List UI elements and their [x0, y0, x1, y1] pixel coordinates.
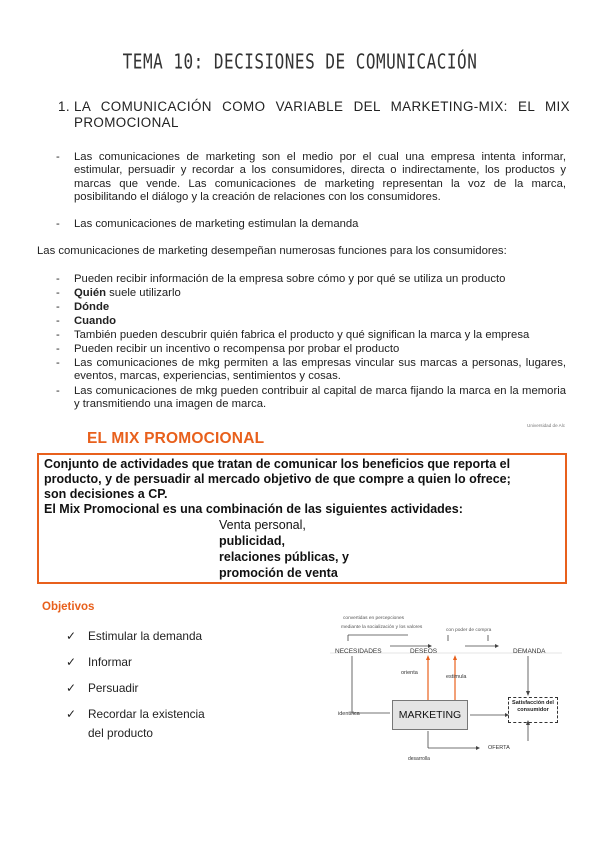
list-item: [56, 385, 566, 413]
arrow-head: [495, 644, 499, 648]
check-icon: ✓: [66, 681, 76, 695]
bullet-text: Las comunicaciones de mkg permiten a las empresas vincular sus marcas a personas, lugares, eventos, marcas, experiencias, sentimientos y cosas.: [74, 357, 566, 383]
arrow-head: [426, 655, 430, 660]
activity-item: Venta personal,: [219, 518, 306, 532]
arrow-head: [453, 655, 457, 660]
diagram-label-orienta: orienta: [401, 670, 418, 676]
bold-text: Dónde: [74, 301, 110, 313]
bullet-dash: -: [56, 218, 60, 230]
bullet-dash: -: [56, 151, 60, 163]
arrow-head: [526, 691, 530, 696]
definition-line: Conjunto de actividades que tratan de comunicar los beneficios que reporta el: [44, 457, 511, 471]
diagram-node-marketing: MARKETING: [392, 700, 468, 730]
objective-text: Informar: [88, 655, 132, 669]
intro-paragraph: Las comunicaciones de marketing desempeñan numerosas funciones para los consumidores:: [37, 245, 507, 257]
objective-text: Persuadir: [88, 681, 139, 695]
diagram-label-estimula: estimula: [446, 674, 467, 680]
mix-title: EL MIX PROMOCIONAL: [87, 430, 265, 447]
bold-text: Cuando: [74, 315, 117, 327]
diagram-node-needs: NECESIDADES: [335, 648, 382, 655]
bullet-text: Las comunicaciones de marketing son el medio por el cual una empresa intenta informar, estimular, persuadir y recordar a los consumidores, directa o indirectamente, los productos y marcas que vende. Las comunicaciones de marketing representan la voz de la marca, posibilitando el diálogo y la creación de relaciones con los consumidores.: [74, 151, 566, 204]
bold-text: Quién: [74, 287, 107, 299]
bullet-dash: -: [56, 385, 60, 397]
list-item: [56, 218, 566, 232]
activity-item: promoción de venta: [219, 566, 338, 580]
diagram-node-satisfaction: Satisfacción del consumidor: [508, 697, 558, 723]
bullet-text: suele utilizarlo: [106, 287, 181, 299]
definition-line: producto, y de persuadir al mercado objetivo de que compre a quien lo ofrece;: [44, 472, 511, 486]
bullet-dash: -: [56, 273, 60, 285]
bullet-text: Pueden recibir un incentivo o recompensa por probar el producto: [74, 343, 400, 355]
list-item: [56, 357, 566, 385]
list-item: [56, 343, 566, 357]
bullet-dash: -: [56, 329, 60, 341]
arrow-head: [476, 746, 480, 750]
list-item: [56, 273, 566, 287]
check-icon: ✓: [66, 655, 76, 669]
definition-line: El Mix Promocional es una combinación de las siguientes actividades:: [44, 502, 463, 516]
bullet-dash: -: [56, 301, 60, 313]
bullet-dash: -: [56, 343, 60, 355]
objectives-title: Objetivos: [42, 601, 95, 613]
bullet-text: Las comunicaciones de mkg pueden contribuir al capital de marca fijando la marca en la memoria y transmitiendo una imagen de marca.: [74, 385, 566, 411]
bullet-dash: -: [56, 287, 60, 299]
objective-text: Recordar la existencia: [88, 707, 205, 721]
diagram-node-oferta: OFERTA: [488, 745, 510, 751]
list-item: [56, 301, 566, 315]
diagram-node-demand: DEMANDA: [513, 648, 546, 655]
definition-line: son decisiones a CP.: [44, 487, 168, 501]
diagram-note: convertidas en percepciones: [343, 616, 405, 621]
bullet-text: Pueden recibir información de la empresa sobre cómo y por qué se utiliza un producto: [74, 273, 506, 285]
diagram-note: con poder de compra: [446, 628, 492, 633]
page-title: TEMA 10: DECISIONES DE COMUNICACIÓN: [122, 49, 478, 74]
diagram-label-identifica: identifica: [338, 711, 360, 717]
objective-text: Estimular la demanda: [88, 629, 203, 643]
section-heading-text: LA COMUNICACIÓN COMO VARIABLE DEL MARKETING-MIX: EL MIX PROMOCIONAL: [74, 99, 570, 130]
watermark-text: Universidad de Alc: [527, 423, 566, 428]
list-item: [56, 287, 566, 301]
list-item: [56, 151, 566, 205]
bullet-text: También pueden descubrir quién fabrica el producto y qué significan la marca y la empresa: [74, 329, 530, 341]
diagram-note: mediante la socialización y los valores: [341, 625, 423, 630]
bullet-text: Las comunicaciones de marketing estimulan la demanda: [74, 218, 359, 230]
diagram-label-desarrolla: desarrolla: [408, 756, 430, 762]
section-number: 1.: [58, 99, 70, 114]
diagram-node-wants: DESEOS: [410, 648, 438, 655]
list-item: [56, 315, 566, 329]
bullet-dash: -: [56, 315, 60, 327]
objective-text-continued: del producto: [88, 726, 153, 740]
bullet-dash: -: [56, 357, 60, 369]
list-item: [56, 329, 566, 343]
activity-item: publicidad,: [219, 534, 285, 548]
activity-item: relaciones públicas, y: [219, 550, 349, 564]
check-icon: ✓: [66, 629, 76, 643]
check-icon: ✓: [66, 707, 76, 721]
